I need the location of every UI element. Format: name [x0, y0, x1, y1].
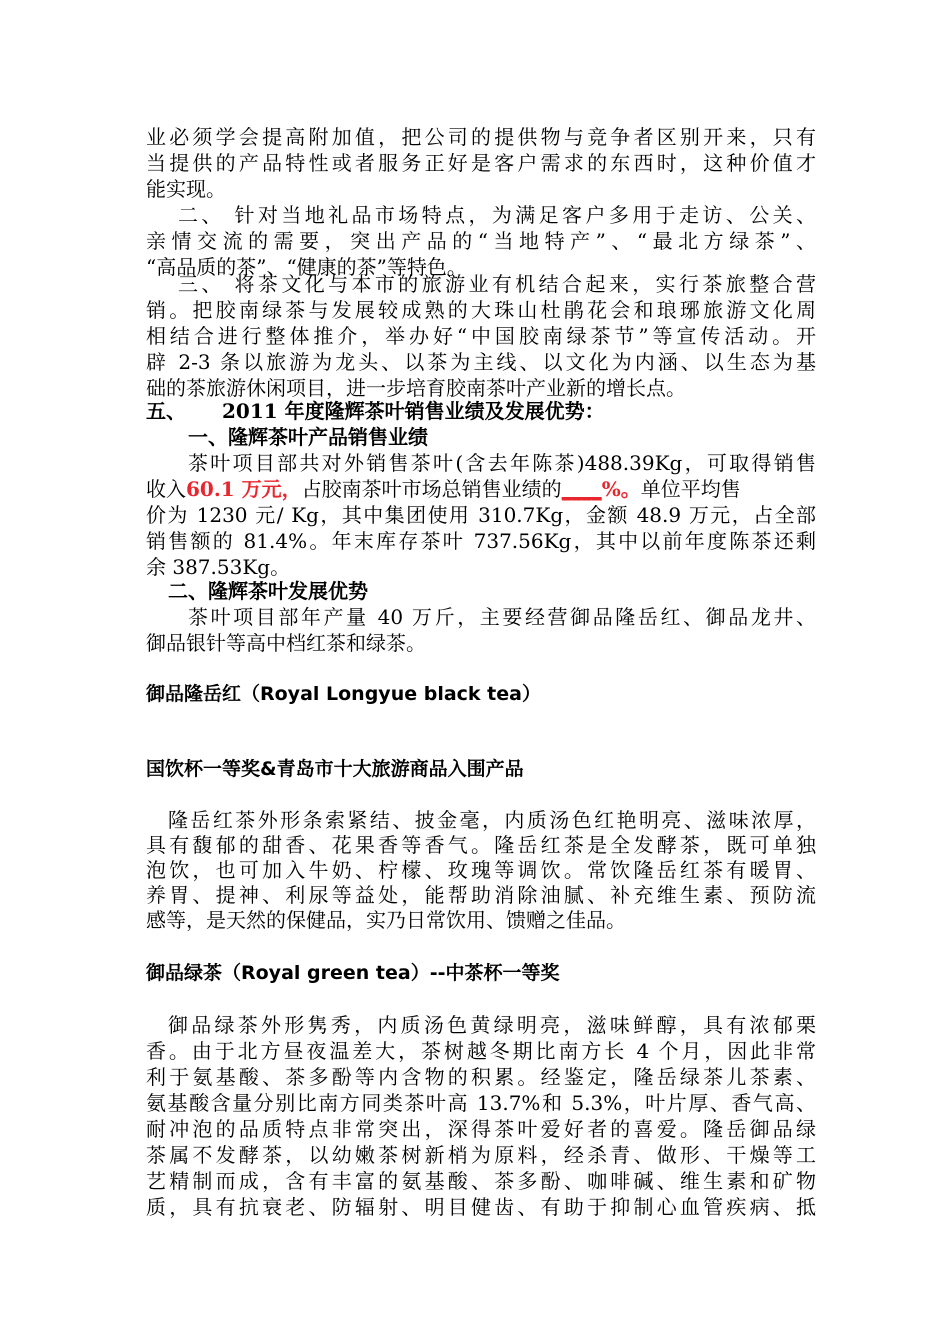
award-heading: 国饮杯一等奖&青岛市十大旅游商品入围产品: [146, 758, 524, 780]
blank-percentage: ____: [561, 477, 602, 501]
paragraph-line: 础的茶旅游休闲项目，进一步培育胶南茶叶产业新的增长点。: [146, 376, 686, 400]
paragraph-line: 亲情交流的需要，突出产品的“当地特产”、“最北方绿茶”、: [146, 229, 816, 253]
paragraph-line: 销。把胶南绿茶与发展较成熟的大珠山杜鹃花会和琅琊旅游文化周: [146, 298, 816, 322]
paragraph-line: 销售额的 81.4%。年末库存茶叶 737.56Kg，其中以前年度陈茶还剩: [146, 529, 816, 553]
paragraph-line: 相结合进行整体推介，举办好“中国胶南绿茶节”等宣传活动。开: [146, 324, 816, 348]
paragraph-line: 茶属不发酵茶，以幼嫩茶树新梢为原料，经杀青、做形、干燥等工: [146, 1143, 816, 1167]
subsection-heading: 一、隆辉茶叶产品销售业绩: [188, 425, 428, 449]
paragraph-line: 当提供的产品特性或者服务正好是客户需求的东西时，这种价值才: [146, 151, 816, 175]
paragraph-line: 感等，是天然的保健品，实乃日常饮用、馈赠之佳品。: [146, 908, 626, 932]
text-span: 收入: [146, 477, 186, 501]
paragraph-line: 余 387.53Kg。: [146, 555, 291, 579]
section-heading: [146, 398, 816, 424]
section-title: 2011 年度隆辉茶叶销售业绩及发展优势：: [222, 399, 605, 423]
paragraph-line: 质，具有抗衰老、防辐射、明目健齿、有助于抑制心血管疾病、抵: [146, 1195, 816, 1219]
paragraph-line: 二、 针对当地礼品市场特点，为满足客户多用于走访、公关、: [178, 203, 816, 227]
paragraph-line: 价为 1230 元/ Kg，其中集团使用 310.7Kg，金额 48.9 万元，占全部: [146, 503, 816, 527]
paragraph-line: 茶叶项目部共对外销售茶叶(含去年陈茶)488.39Kg，可取得销售: [188, 451, 816, 475]
paragraph-line: “高品质的茶”、“健康的茶”等特色。: [146, 255, 467, 279]
product-heading: 御品绿茶（Royal green tea）--中茶杯一等奖: [146, 962, 560, 984]
paragraph-line: 养胃、提神、利尿等益处，能帮助消除油腻、补充维生素、预防流: [146, 883, 816, 907]
paragraph-line: 御品银针等高中档红茶和绿茶。: [146, 631, 426, 655]
paragraph-line: 隆岳红茶外形条索紧结、披金毫，内质汤色红艳明亮、滋味浓厚，: [168, 808, 816, 832]
sales-highlight-line: [146, 476, 816, 502]
paragraph-line: 艺精制而成，含有丰富的氨基酸、茶多酚、咖啡碱、维生素和矿物: [146, 1169, 816, 1193]
product-heading: 御品隆岳红（Royal Longyue black tea）: [146, 683, 541, 705]
paragraph-line: 辟 2-3 条以旅游为龙头、以茶为主线、以文化为内涵、以生态为基: [146, 350, 816, 374]
text-span: 占胶南茶叶市场总销售业绩的: [301, 477, 562, 501]
paragraph-line: 泡饮，也可加入牛奶、柠檬、玫瑰等调饮。常饮隆岳红茶有暖胃、: [146, 858, 816, 882]
paragraph-line: 能实现。: [146, 177, 226, 201]
paragraph-line: 业必须学会提高附加值，把公司的提供物与竞争者区别开来，只有: [146, 125, 816, 149]
percent-sign: %。: [601, 477, 641, 501]
section-number: 五、: [146, 399, 186, 423]
paragraph-line: 利于氨基酸、茶多酚等内含物的积累。经鉴定，隆岳绿茶儿茶素、: [146, 1065, 816, 1089]
paragraph-line: 香。由于北方昼夜温差大，茶树越冬期比南方长 4 个月，因此非常: [146, 1039, 816, 1063]
paragraph-line: 茶叶项目部年产量 40 万斤，主要经营御品隆岳红、御品龙井、: [188, 605, 816, 629]
paragraph-line: 耐冲泡的品质特点非常突出，深得茶叶爱好者的喜爱。隆岳御品绿: [146, 1117, 816, 1141]
text-span: 单位平均售: [640, 477, 741, 501]
revenue-highlight: 60.1 万元，: [186, 477, 302, 501]
paragraph-line: 御品绿茶外形隽秀，内质汤色黄绿明亮，滋味鲜醇，具有浓郁栗: [168, 1013, 816, 1037]
paragraph-line: 三、 将茶文化与本市的旅游业有机结合起来，实行茶旅整合营: [178, 272, 816, 296]
subsection-heading: 二、隆辉茶叶发展优势: [168, 579, 368, 603]
paragraph-line: 氨基酸含量分别比南方同类茶叶高 13.7%和 5.3%，叶片厚、香气高、: [146, 1091, 816, 1115]
paragraph-line: 具有馥郁的甜香、花果香等香气。隆岳红茶是全发酵茶，既可单独: [146, 833, 816, 857]
